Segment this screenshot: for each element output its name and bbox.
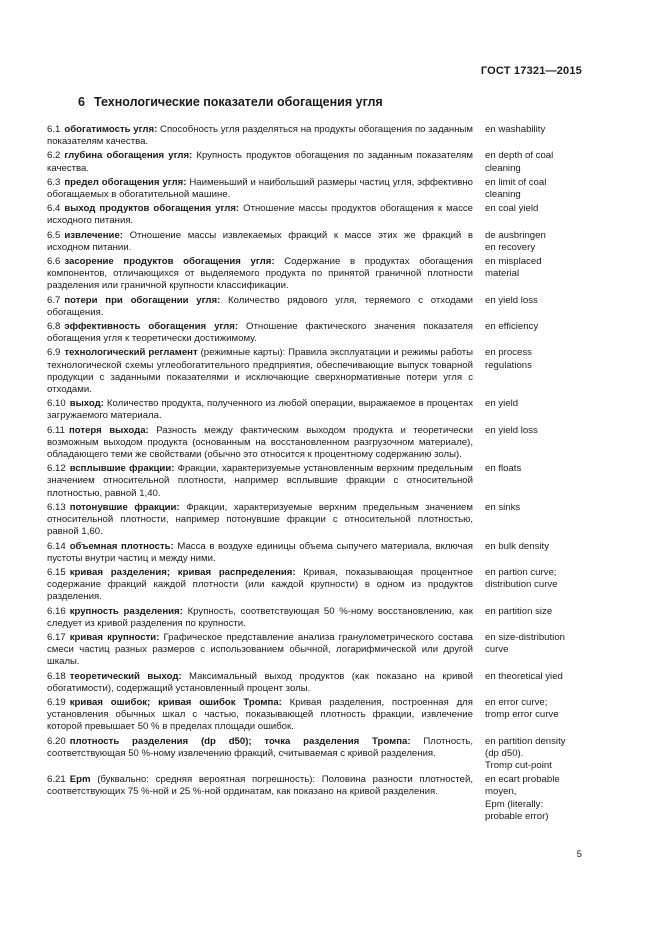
term-number: 6.1 xyxy=(47,124,61,135)
term-definition: Фракции, характеризуемые верхним предельным значением относительной плотности, например потонувшие фракции с относительной плотностью, равной 1,60. xyxy=(47,501,473,538)
term-equivalent: en sinks xyxy=(485,501,521,513)
term-equivalent: en limit of coal cleaning xyxy=(485,176,547,201)
term-entry xyxy=(47,150,587,174)
term-equivalent: en floats xyxy=(485,463,522,475)
term-definition: Способность угля разделяться на продукты обогащения по заданным показателям качества. xyxy=(47,124,473,148)
term-number: 6.17 xyxy=(47,631,66,643)
page-number: 5 xyxy=(576,849,582,860)
term-name: засорение продуктов обогащения угля: xyxy=(64,256,275,268)
section-title: Технологические показатели обогащения угля xyxy=(93,95,383,109)
term-text xyxy=(47,295,473,319)
term-text xyxy=(47,736,473,773)
term-number: 6.16 xyxy=(47,605,66,617)
term-definition: Плотность, соответствующая 50 %-ному извлечению фракций, считываемая с кривой разделения. xyxy=(47,735,474,759)
term-definition: Фракции, характеризуемые установленным верхним предельным значением относительной плотности, например всплывшие фракции с относительной плотностью, равной 1,40. xyxy=(47,463,474,499)
term-entry xyxy=(47,124,587,148)
term-equivalent: en yield xyxy=(485,398,519,410)
term-entry xyxy=(47,632,587,669)
term-number: 6.20 xyxy=(47,735,66,747)
term-name: Epm xyxy=(69,774,91,786)
term-entry xyxy=(47,736,587,773)
term-name: потери при обогащении угля: xyxy=(64,294,221,306)
term-text xyxy=(47,124,473,148)
term-equivalent: en yield loss xyxy=(485,294,538,306)
term-definition: Масса в воздухе единицы объема сыпучего материала, включая пустоты внутри частиц и между ними. xyxy=(47,540,473,564)
term-definition: Отношение массы извлекаемых фракций к массе этих же фракций в исходном питании. xyxy=(47,229,473,253)
term-entry xyxy=(47,295,587,319)
term-number: 6.13 xyxy=(47,501,66,513)
term-equivalent: de ausbringen en recovery xyxy=(485,229,546,253)
term-number: 6.14 xyxy=(47,540,66,552)
term-entry xyxy=(47,567,587,604)
term-text xyxy=(47,541,473,565)
term-equivalent: en size-distribution curve xyxy=(485,631,565,656)
term-entry xyxy=(47,606,587,630)
term-text xyxy=(47,177,473,201)
term-name: теоретический выход: xyxy=(69,670,182,682)
term-text xyxy=(47,150,473,174)
term-definition: Крупность продуктов обогащения по заданным показателям качества. xyxy=(47,150,473,174)
term-equivalent: en ecart probable moyen, Epm (literally: probable error) xyxy=(485,774,560,822)
term-entry xyxy=(47,502,587,539)
term-name: потеря выхода: xyxy=(68,424,149,436)
term-number: 6.6 xyxy=(47,256,61,268)
term-text xyxy=(47,347,473,396)
term-number: 6.9 xyxy=(47,347,61,359)
term-name: глубина обогащения угля: xyxy=(64,150,193,162)
term-definition: Количество продукта, полученного из любой операции, выражаемое в процентах загружаемого материала. xyxy=(47,398,474,422)
term-entry xyxy=(47,256,587,293)
term-text xyxy=(47,606,473,630)
term-entry xyxy=(47,697,587,734)
term-number: 6.8 xyxy=(47,321,61,333)
term-name: кривая разделения; кривая распределения: xyxy=(69,566,296,578)
term-number: 6.2 xyxy=(47,150,61,162)
term-definition: (буквально: средняя вероятная погрешность): Половина разности плотностей, соответствующих 75 %-ной и 25 %-ной ординатам, как показано на кривой разделения. xyxy=(47,774,473,798)
term-equivalent: en misplaced material xyxy=(485,256,542,280)
term-name: обогатимость угля: xyxy=(64,124,158,135)
term-definition: (режимные карты): Правила эксплуатации и режимы работы технологической схемы углеобогатительного предприятия, обеспечивающие выпуск товарной продукции с заданными показателями и исключающие сверхнормативные потери угля с отходами. xyxy=(47,347,473,396)
term-name: всплывшие фракции: xyxy=(69,463,175,475)
term-equivalent: en partition density (dp d50). Tromp cut-point xyxy=(485,735,566,771)
term-equivalent: en error curve; tromp error curve xyxy=(485,696,559,721)
term-definition: Максимальный выход продуктов (как показано на кривой обогатимости), содержащий установленный процент золы. xyxy=(47,670,473,694)
term-equivalent: en bulk density xyxy=(485,540,549,552)
term-equivalent: en process regulations xyxy=(485,347,532,371)
term-text xyxy=(47,321,473,345)
term-equivalent: en partition size xyxy=(485,605,553,617)
term-text xyxy=(47,671,473,695)
term-definition: Графическое представление анализа гранулометрического состава смеси частиц разных размеров с использованием обычной, логарифмической или другой шкалы. xyxy=(47,631,473,668)
term-number: 6.5 xyxy=(47,229,61,241)
term-text xyxy=(47,398,473,422)
term-equivalent: en yield loss xyxy=(485,424,538,436)
term-definition: Количество рядового угля, теряемого с отходами обогащения. xyxy=(47,294,473,318)
term-equivalent: en depth of coal cleaning xyxy=(485,150,554,174)
term-name: выход: xyxy=(69,398,104,410)
term-entry xyxy=(47,321,587,345)
term-name: кривая крупности: xyxy=(69,631,160,643)
term-equivalent: en washability xyxy=(485,124,546,135)
term-number: 6.15 xyxy=(47,566,66,578)
term-text xyxy=(47,697,473,734)
term-definition: Наименьший и наибольший размеры частиц угля, эффективно обогащаемых в обогатительной машине. xyxy=(47,176,473,201)
standard-code: ГОСТ 17321—2015 xyxy=(480,65,582,77)
term-name: крупность разделения: xyxy=(69,605,183,617)
term-entry xyxy=(47,398,587,422)
term-number: 6.19 xyxy=(47,696,66,708)
term-entry xyxy=(47,347,587,396)
term-definition: Разность между фактическим выходом продукта и теоретически возможным выходом продукта (основанным на восстановленном разгрузочном материале), обладающего теми же свойствами (обычно это относится к процентному содержанию золы). xyxy=(47,424,473,461)
term-definition: Кривая, показывающая процентное содержание фракций каждой плотности (или каждой крупности) в одном из продуктов разделения. xyxy=(47,566,474,603)
term-name: извлечение: xyxy=(64,229,123,241)
term-entry xyxy=(47,425,587,462)
term-entry xyxy=(47,541,587,565)
term-number: 6.7 xyxy=(47,294,61,306)
term-name: эффективность обогащения угля: xyxy=(64,321,239,333)
term-number: 6.4 xyxy=(47,203,61,215)
term-text xyxy=(47,567,473,604)
term-entry xyxy=(47,671,587,695)
term-number: 6.3 xyxy=(47,176,61,188)
term-equivalent: en theoretical yied xyxy=(485,670,563,682)
terms-list xyxy=(47,124,587,825)
term-text xyxy=(47,774,473,823)
term-name: объемная плотность: xyxy=(69,540,174,552)
term-number: 6.21 xyxy=(47,774,66,786)
term-definition: Отношение фактического значения показателя обогащения угля к теоретически достижимому. xyxy=(47,321,473,345)
section-heading xyxy=(78,95,383,109)
term-equivalent: en partion curve; distribution curve xyxy=(485,566,558,591)
term-text xyxy=(47,425,473,462)
term-text xyxy=(47,463,473,500)
term-text xyxy=(47,632,473,669)
term-text xyxy=(47,256,473,293)
term-number: 6.10 xyxy=(47,398,66,410)
term-entry xyxy=(47,230,587,254)
term-name: технологический регламент xyxy=(64,347,198,359)
term-name: кривая ошибок; кривая ошибок Тромпа: xyxy=(69,696,282,708)
term-entry xyxy=(47,203,587,227)
term-entry xyxy=(47,463,587,500)
term-text xyxy=(47,203,473,227)
term-entry xyxy=(47,774,587,823)
term-definition: Отношение массы продуктов обогащения к массе исходного питания. xyxy=(47,203,473,227)
term-name: выход продуктов обогащения угля: xyxy=(64,203,240,215)
term-number: 6.18 xyxy=(47,670,66,682)
term-name: плотность разделения (dp d50); точка разделения Тромпа: xyxy=(69,735,411,747)
term-definition: Крупность, соответствующая 50 %-ному восстановлению, как следует из кривой разделения по крупности. xyxy=(47,605,474,629)
term-equivalent: en efficiency xyxy=(485,321,539,333)
section-number: 6 xyxy=(78,95,85,109)
term-equivalent: en coal yield xyxy=(485,203,539,215)
term-number: 6.12 xyxy=(47,463,66,475)
term-text xyxy=(47,230,473,254)
term-text xyxy=(47,502,473,539)
term-definition: Содержание в продуктах обогащения компонентов, отличающихся от выделяемого продукта по принятой граничной плотности разделения или граничной крупности классификации. xyxy=(47,256,473,292)
term-entry xyxy=(47,177,587,201)
term-definition: Кривая разделения, построенная для установления обычных шкал с частью, показывающей плотность фракции, извлечение которой превышает 50 % в пределах площади ошибок. xyxy=(47,696,473,733)
term-name: предел обогащения угля: xyxy=(64,176,187,188)
term-name: потонувшие фракции: xyxy=(69,501,180,513)
term-number: 6.11 xyxy=(47,424,65,436)
